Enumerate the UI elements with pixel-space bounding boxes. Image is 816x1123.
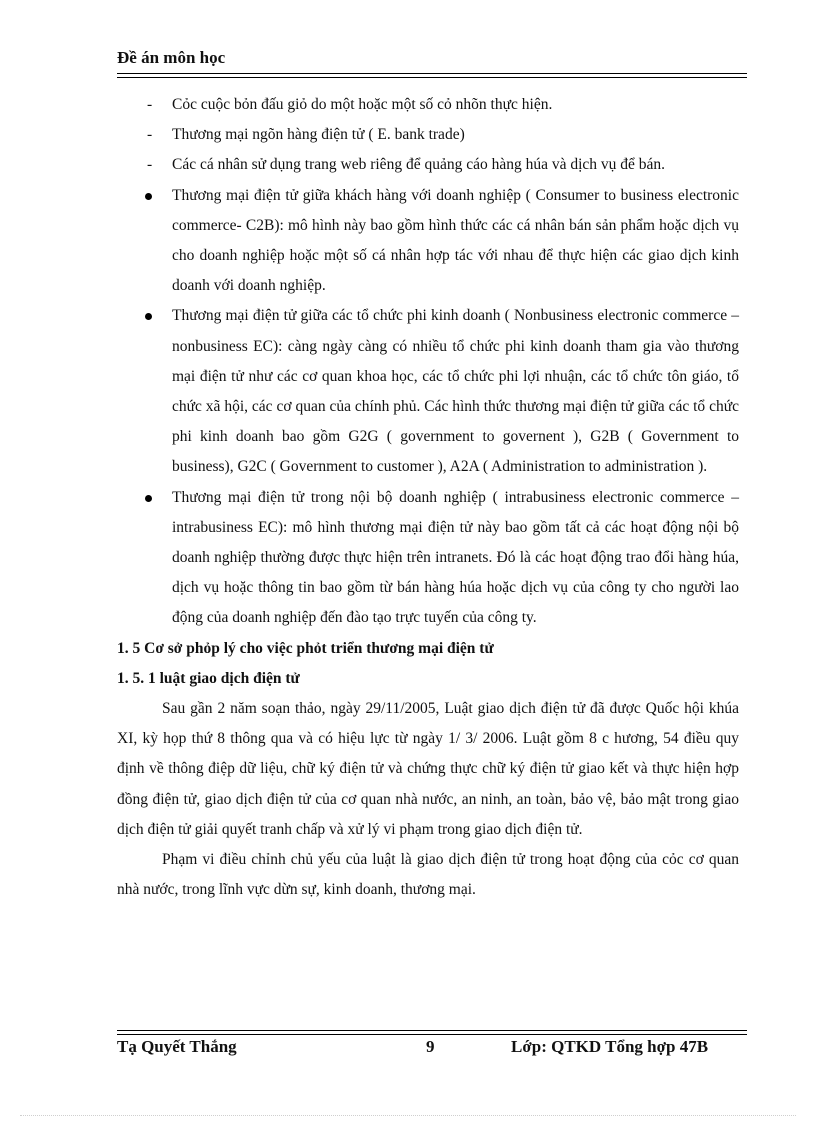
bullet-dot-icon	[145, 193, 152, 200]
dash-item-text: Cỏc cuộc bỏn đấu giỏ do một hoặc một số cỏ nhõn thực hiện.	[172, 96, 553, 113]
bullet-list-item	[117, 483, 739, 634]
body-paragraph: Sau gần 2 năm soạn thảo, ngày 29/11/2005, Luật giao dịch điện tử đã được Quốc hội khúa XI, kỳ họp thứ 8 thông qua và có hiệu lực từ ngày 1/ 3/ 2006. Luật gồm 8 c hương, 54 điều quy định về thông điệp dữ liệu, chữ ký điện tử và chứng thực chữ ký điện tử giao kết và thực hiện hợp đồng điện tử, giao dịch điện tử của cơ quan nhà nước, an ninh, an toàn, bảo vệ, bảo mật trong giao dịch điện tử giải quyết tranh chấp và xử lý vi phạm trong giao dịch điện tử.	[117, 700, 739, 838]
dash-marker: -	[147, 96, 153, 113]
footer-class-label: Lớp: QTKD Tổng hợp 47B	[511, 1037, 709, 1056]
bullet-dot-icon	[145, 313, 152, 320]
dash-list-item	[117, 120, 739, 150]
dash-item-text: Thương mại ngõn hàng điện tử ( E. bank trade)	[172, 126, 465, 144]
body-content	[117, 90, 739, 905]
page-bottom-edge	[20, 1115, 796, 1116]
bullet-list-item	[117, 301, 739, 482]
bullet-item-text: Thương mại điện tử giữa khách hàng với doanh nghiệp ( Consumer to business electronic commerce- C2B): mô hình này bao gồm hình thức các cá nhân bán sản phẩm hoặc dịch vụ cho doanh nghiệp hoặc một số cá nhân hợp tác với nhau để thực hiện các giao dịch kinh doanh với doanh nghiệp.	[172, 186, 739, 295]
dash-marker: -	[147, 126, 153, 144]
header-rule-top	[117, 73, 747, 74]
bullet-dot-icon	[145, 495, 152, 502]
bullet-item-text: Thương mại điện tử giữa các tổ chức phi kinh doanh ( Nonbusiness electronic commerce – nonbusiness EC): càng ngày càng có nhiều tổ chức phi kinh doanh tham gia vào thương mại điện tử như các cơ quan khoa học, các tổ chức phi lợi nhuận, các tổ chức tôn giáo, tổ chức xã hội, các cơ quan của chính phủ. Các hình thức thương mại điện tử giữa các tổ chức phi kinh doanh bao gồm G2G ( government to governent ), G2B ( Government to business), G2C ( Government to customer ), A2A ( Administration to administration ).	[172, 307, 739, 476]
section-heading: 1. 5 Cơ sở phỏp lý cho việc phỏt triển thương mại điện tử	[117, 639, 494, 657]
subsection-heading: 1. 5. 1 luật giao dịch điện tử	[117, 669, 300, 687]
dash-marker: -	[147, 156, 153, 174]
header-title: Đề án môn học	[117, 48, 226, 67]
header-rule-bottom	[117, 77, 747, 78]
footer-page-number: 9	[426, 1037, 435, 1056]
dash-list-item	[117, 90, 739, 120]
bullet-list-item	[117, 181, 739, 302]
dash-item-text: Các cá nhân sử dụng trang web riêng để quảng cáo hàng húa và dịch vụ để bán.	[172, 156, 666, 174]
dash-list-item	[117, 150, 739, 180]
footer-author: Tạ Quyết Thắng	[117, 1037, 237, 1056]
body-paragraph: Phạm vi điều chỉnh chủ yếu của luật là giao dịch điện tử trong hoạt động của cỏc cơ quan nhà nước, trong lĩnh vực dừn sự, kinh doanh, thương mại.	[117, 851, 739, 899]
footer-rule-top	[117, 1030, 747, 1031]
bullet-item-text: Thương mại điện tử trong nội bộ doanh nghiệp ( intrabusiness electronic commerce – intrabusiness EC): mô hình thương mại điện tử này bao gồm tất cả các hoạt động nội bộ doanh nghiệp thường được thực hiện trên intranets. Đó là các hoạt động trao đổi hàng húa, dịch vụ hoặc thông tin bao gồm từ bán hàng húa hoặc dịch vụ của công ty cho người lao động của doanh nghiệp đến đào tạo trực tuyến của công ty.	[172, 488, 739, 627]
footer-rule-bottom	[117, 1034, 747, 1035]
